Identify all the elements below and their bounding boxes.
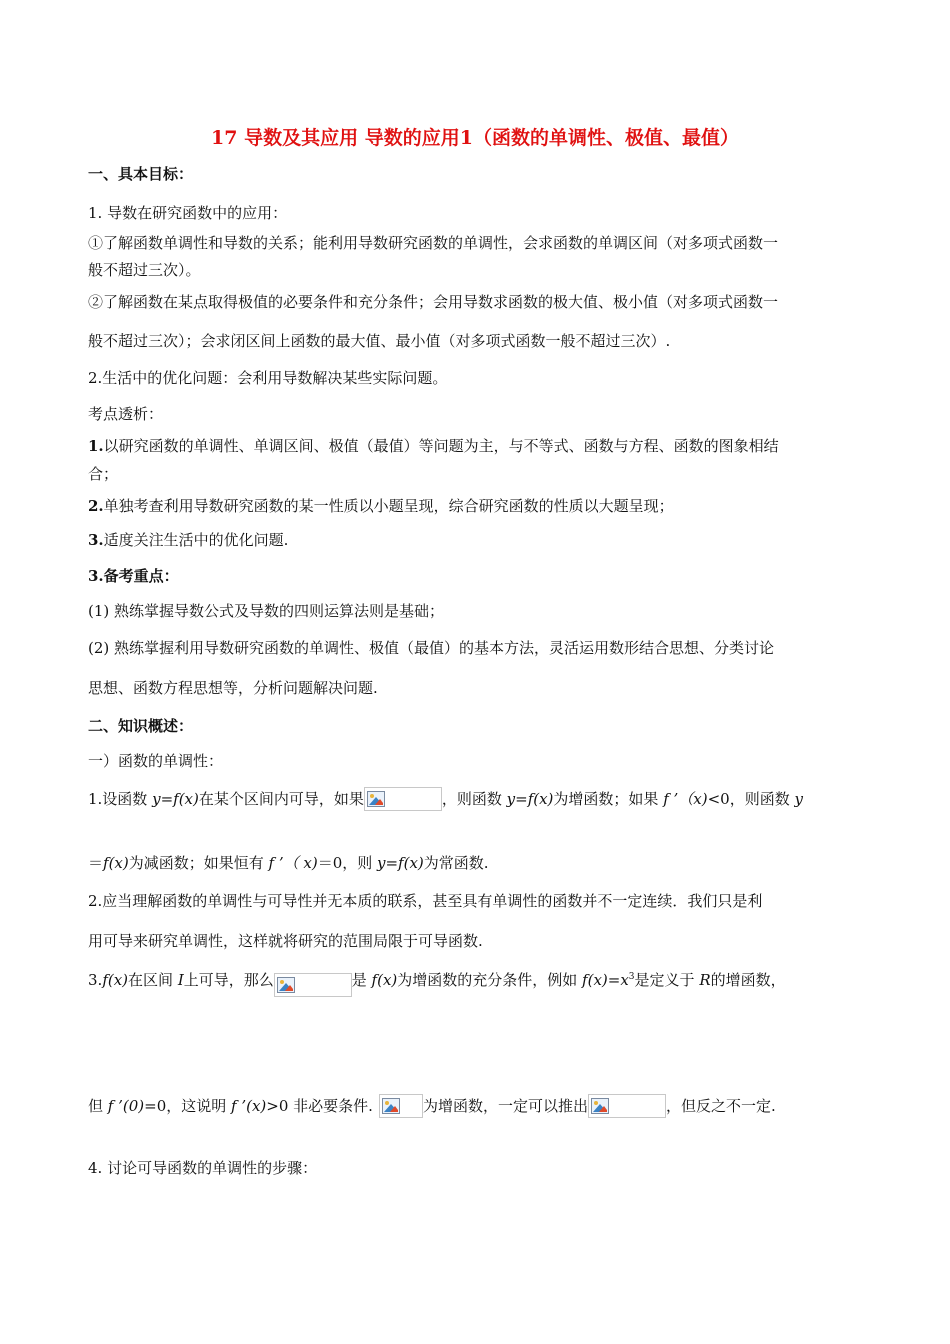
paragraph <box>88 496 674 516</box>
paragraph: 1. 导数在研究函数中的应用： <box>88 204 288 222</box>
paragraph: 般不超过三次）。 <box>88 261 201 279</box>
paragraph: (1) 熟练掌握导数公式及导数的四则运算法则是基础； <box>88 602 445 620</box>
embedded-image-placeholder <box>274 973 352 997</box>
math-expression: I <box>177 971 184 989</box>
paragraph: 思想、函数方程思想等，分析问题解决问题. <box>88 679 378 697</box>
text-run: 3. <box>88 971 103 989</box>
section-heading: 3.备考重点： <box>88 567 179 585</box>
list-number: 3. <box>88 531 104 549</box>
math-expression: f(x) <box>102 971 129 989</box>
paragraph: 一）函数的单调性： <box>88 752 224 770</box>
paragraph: 用可导来研究单调性，这样就将研究的范围局限于可导函数. <box>88 932 483 950</box>
paragraph <box>88 1094 776 1118</box>
text-run: 的增函数， <box>710 971 786 989</box>
text-run: 上可导，那么 <box>183 971 274 989</box>
broken-image-icon <box>277 977 295 993</box>
math-expression: f(x) <box>103 854 129 872</box>
text-run: 是 <box>351 971 372 989</box>
text-run: 1.设函数 <box>88 790 153 808</box>
paragraph: 合； <box>88 465 119 483</box>
paragraph: 考点透析： <box>88 405 164 423</box>
page-title: 17 导数及其应用 导数的应用1（函数的单调性、极值、最值） <box>211 127 739 149</box>
math-expression: y <box>794 790 803 808</box>
text-run: =0，这说明 <box>144 1097 232 1115</box>
paragraph <box>88 967 786 997</box>
embedded-image-placeholder <box>379 1094 423 1118</box>
text-run: ＝0，则 <box>317 854 377 872</box>
text-run: >0 非必要条件. <box>266 1097 373 1115</box>
text-run: ，但反之不一定. <box>665 1097 776 1115</box>
text-run: ＝ <box>88 854 104 872</box>
text-run: 为增函数，一定可以推出 <box>422 1097 588 1115</box>
list-text: 以研究函数的单调性、单调区间、极值（最值）等问题为主，与不等式、函数与方程、函数的图象相结 <box>103 437 779 455</box>
text-run: 在某个区间内可导，如果 <box>198 790 364 808</box>
embedded-image-placeholder <box>588 1094 666 1118</box>
math-expression: y=f(x) <box>152 790 199 808</box>
paragraph: 4. 讨论可导函数的单调性的步骤： <box>88 1159 318 1177</box>
paragraph: (2) 熟练掌握利用导数研究函数的单调性、极值（最值）的基本方法，灵活运用数形结合思想、分类讨论 <box>88 639 775 657</box>
paragraph <box>88 436 779 456</box>
math-expression: f ’(0) <box>107 1097 145 1115</box>
broken-image-icon <box>367 791 385 807</box>
broken-image-icon <box>382 1098 400 1114</box>
text-run: 是定义于 <box>634 971 700 989</box>
paragraph: ②了解函数在某点取得极值的必要条件和充分条件；会用导数求函数的极大值、极小值（对多项式函数一 <box>88 293 779 311</box>
math-expression: y=f(x) <box>377 854 424 872</box>
list-text: 适度关注生活中的优化问题. <box>103 531 289 549</box>
math-expression: f(x) <box>371 971 398 989</box>
text-run: ，则函数 <box>441 790 507 808</box>
math-expression: f ’（x) <box>663 790 708 808</box>
text-run: <0，则函数 <box>707 790 795 808</box>
embedded-image-placeholder <box>364 787 442 811</box>
paragraph <box>88 530 288 550</box>
section-heading: 二、知识概述： <box>88 717 194 735</box>
math-expression: f ’(x) <box>231 1097 267 1115</box>
list-number: 1. <box>88 437 104 455</box>
math-expression: R <box>699 971 711 989</box>
text-run: 但 <box>88 1097 108 1115</box>
paragraph: 般不超过三次）；会求闭区间上函数的最大值、最小值（对多项式函数一般不超过三次）. <box>88 332 671 350</box>
text-run: 为常函数. <box>423 854 489 872</box>
superscript: 3 <box>628 972 635 982</box>
text-run: 为增函数的充分条件，例如 <box>397 971 583 989</box>
math-expression: y=f(x) <box>506 790 554 808</box>
paragraph: ①了解函数单调性和导数的关系；能利用导数研究函数的单调性，会求函数的单调区间（对多项式函数一 <box>88 234 779 252</box>
text-run: 为减函数；如果恒有 <box>128 854 269 872</box>
paragraph: 2.应当理解函数的单调性与可导性并无本质的联系，甚至具有单调性的函数并不一定连续．我们只是利 <box>88 892 763 910</box>
broken-image-icon <box>591 1098 609 1114</box>
paragraph <box>88 853 489 873</box>
section-heading: 一、具本目标： <box>88 165 194 183</box>
list-number: 2. <box>88 497 104 515</box>
text-run: 为增函数；如果 <box>553 790 664 808</box>
paragraph <box>88 787 803 811</box>
math-expression: f ’（ x) <box>268 854 318 872</box>
text-run: 在区间 <box>128 971 178 989</box>
paragraph: 2.生活中的优化问题：会利用导数解决某些实际问题。 <box>88 369 448 387</box>
list-text: 单独考查利用导数研究函数的某一性质以小题呈现，综合研究函数的性质以大题呈现； <box>103 497 674 515</box>
math-expression: f(x)=x <box>582 971 629 989</box>
